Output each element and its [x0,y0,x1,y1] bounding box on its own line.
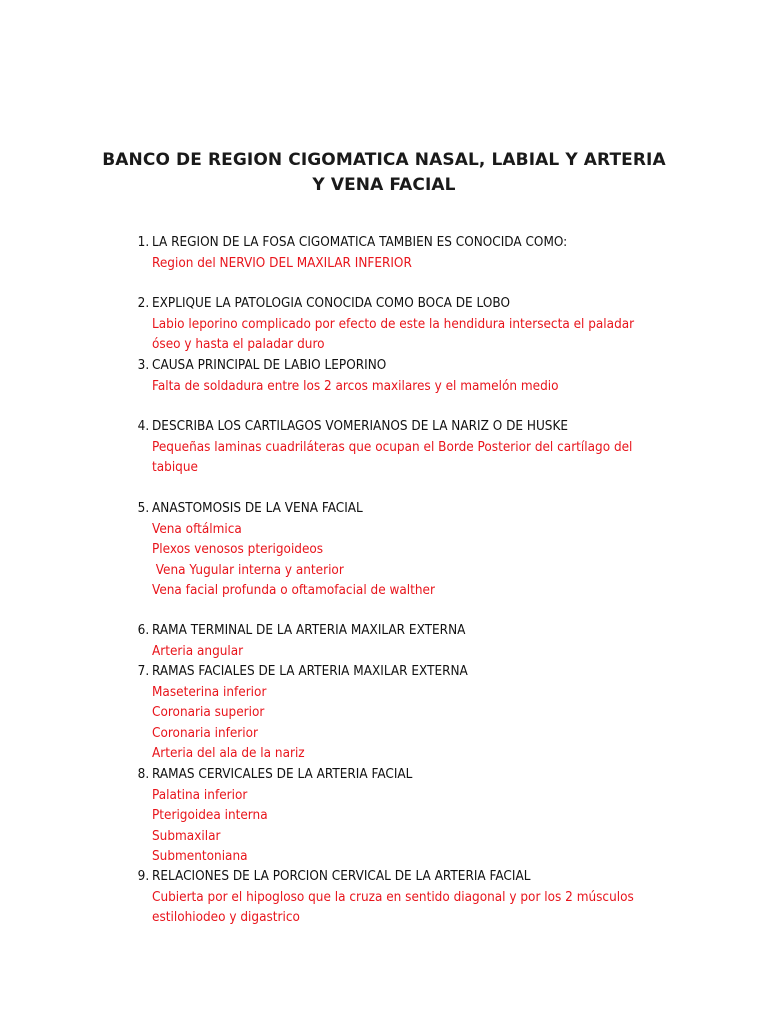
question-item-1 [137,233,636,274]
question-number: 8. [137,767,150,782]
question-item-7 [137,662,636,765]
question-item-9 [137,867,636,929]
question-text: RAMA TERMINAL DE LA ARTERIA MAXILAR EXTERNA [152,623,466,638]
answer-text: Pterigoidea interna [152,808,268,823]
answer-text: Vena oftálmica [152,521,242,537]
question-number: 2. [137,296,150,311]
question-number: 3. [137,358,150,373]
answer-text: Maseterina inferior [152,684,267,700]
answer-text: Vena Yugular interna y anterior [155,562,344,578]
question-text: RAMAS FACIALES DE LA ARTERIA MAXILAR EXTERNA [152,664,468,679]
question-text: RELACIONES DE LA PORCION CERVICAL DE LA ARTERIA FACIAL [152,869,531,884]
answer-text: Arteria angular [152,643,244,659]
question-text: DESCRIBA LOS CARTILAGOS VOMERIANOS DE LA NARIZ O DE HUSKE [152,419,569,434]
question-item-3 [137,356,636,397]
answer-text: Falta de soldadura entre los 2 arcos maxilares y el mamelón medio [152,378,559,394]
question-number: 7. [137,664,150,679]
question-number: 5. [137,501,150,516]
question-number: 1. [137,235,150,250]
answer-text: Labio leporino complicado por efecto de este la hendidura intersecta el paladar óseo y hasta el paladar duro [152,316,635,352]
question-text: RAMAS CERVICALES DE LA ARTERIA FACIAL [152,767,413,782]
question-text: EXPLIQUE LA PATOLOGIA CONOCIDA COMO BOCA DE LOBO [152,296,510,311]
answer-text: Submentoniana [152,849,248,864]
question-item-4 [137,417,636,479]
question-number: 4. [137,419,150,434]
answer-text: Region del NERVIO DEL MAXILAR INFERIOR [152,255,412,271]
question-item-2 [137,294,636,356]
question-number: 9. [137,869,150,884]
answer-text: Cubierta por el hipogloso que la cruza en sentido diagonal y por los 2 músculos estilohiodeo y digastrico [152,889,634,925]
answer-text: Coronaria inferior [152,725,259,741]
question-text: LA REGION DE LA FOSA CIGOMATICA TAMBIEN ES CONOCIDA COMO: [152,235,568,250]
question-item-6 [137,621,636,662]
answer-text: Pequeñas laminas cuadriláteras que ocupan el Borde Posterior del cartílago del tabique [152,439,633,475]
question-item-5 [137,499,636,602]
answer-text: Submaxilar [152,828,221,844]
question-item-8 [137,765,636,868]
answer-text: Palatina inferior [152,787,248,803]
answer-text: Coronaria superior [152,705,265,720]
question-text: ANASTOMOSIS DE LA VENA FACIAL [152,501,363,516]
document-title: BANCO DE REGION CIGOMATICA NASAL, LABIAL Y ARTERIA Y VENA FACIAL [102,150,666,195]
question-number: 6. [137,623,150,638]
answer-text: Vena facial profunda o oftamofacial de walther [152,583,435,598]
answer-text: Arteria del ala de la nariz [152,746,305,761]
answer-text: Plexos venosos pterigoideos [152,542,324,557]
question-text: CAUSA PRINCIPAL DE LABIO LEPORINO [152,358,387,373]
